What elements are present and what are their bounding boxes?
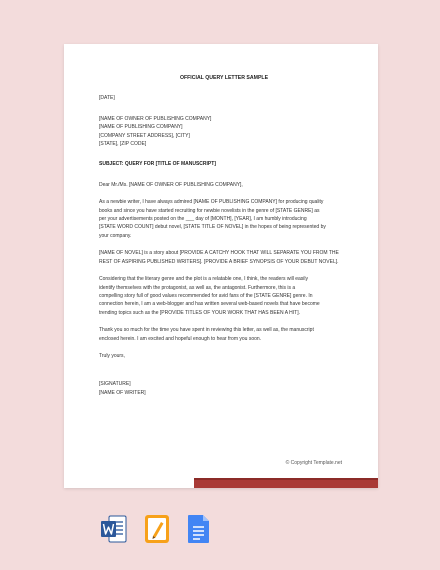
paragraph-line: books and since you have started recruiting for newbie novelists in the genre of [STATE GENRE] as xyxy=(99,207,320,214)
accent-bar xyxy=(194,480,378,488)
paragraph-line: enclosed herein. I am excited and hopeful enough to hear from you soon. xyxy=(99,335,262,342)
word-icon[interactable] xyxy=(101,514,125,544)
letter-body xyxy=(99,74,349,397)
copyright-text: © Copyright Template.net xyxy=(285,460,342,466)
paragraph-line: identify themselves with the protagonist, as well as, the antagonist. Furthermore, this is a xyxy=(99,284,296,291)
paragraph-line: As a newbie writer, I have always admired [NAME OF PUBLISHING COMPANY] for producing quality xyxy=(99,199,324,206)
format-icons xyxy=(101,514,211,544)
paragraph-line: Thank you so much for the time you have spent in reviewing this letter, as well as, the manuscript xyxy=(99,327,314,334)
paragraph-line: connection herein, I am a web-blogger and has written several web-based novels that have become xyxy=(99,301,320,308)
address-line: [STATE], [ZIP CODE] xyxy=(99,141,147,148)
address-line: [NAME OF OWNER OF PUBLISHING COMPANY] xyxy=(99,115,212,122)
paragraph-line: per your advertisements posted on the ___ day of [MONTH], [YEAR], I am humbly introducing xyxy=(99,216,307,223)
paragraph-line: compelling story full of good values recommended for avid fans of the [STATE GENRE] genre. In xyxy=(99,292,313,299)
address-line: [COMPANY STREET ADDRESS], [CITY] xyxy=(99,132,190,139)
paragraph-4 xyxy=(99,326,349,343)
letter-date: [DATE] xyxy=(99,95,115,102)
paragraph-line: Considering that the literary genre and the plot is a relatable one, I think, the readers will easily xyxy=(99,276,309,283)
letter-subject: SUBJECT: QUERY FOR [TITLE OF MANUSCRIPT] xyxy=(99,161,216,168)
address-line: [NAME OF PUBLISHING COMPANY] xyxy=(99,124,183,131)
paragraph-1 xyxy=(99,198,349,240)
document-title: OFFICIAL QUERY LETTER SAMPLE xyxy=(179,75,269,81)
salutation: Dear Mr./Ms. [NAME OF OWNER OF PUBLISHING COMPANY], xyxy=(99,181,243,188)
paragraph-3 xyxy=(99,275,349,317)
signature: [SIGNATURE] xyxy=(99,381,131,388)
paragraph-line: trending topics such as the [PROVIDE TITLES OF YOUR WORK THAT HAS BEEN A HIT]. xyxy=(99,309,300,316)
paragraph-line: REST OF ASPIRING PUBLISHED WRITERS]. [PROVIDE A BRIEF SYNOPSIS OF YOUR DEBUT NOVEL]. xyxy=(99,258,339,265)
google-docs-icon[interactable] xyxy=(187,514,211,544)
paragraph-line: your company. xyxy=(99,232,132,239)
pages-icon[interactable] xyxy=(144,514,168,544)
paragraph-line: [NAME OF NOVEL] is a story about [PROVIDE A CATCHY HOOK THAT WILL SEPARATE YOU FROM THE xyxy=(99,250,339,257)
paragraph-2 xyxy=(99,249,349,266)
recipient-address xyxy=(99,115,349,149)
document-preview xyxy=(64,44,378,488)
paragraph-line: [STATE WORD COUNT] debut novel, [STATE TITLE OF NOVEL] in the hopes of being represented by xyxy=(99,224,326,231)
closing: Truly yours, xyxy=(99,352,125,359)
writer-name: [NAME OF WRITER] xyxy=(99,389,146,396)
